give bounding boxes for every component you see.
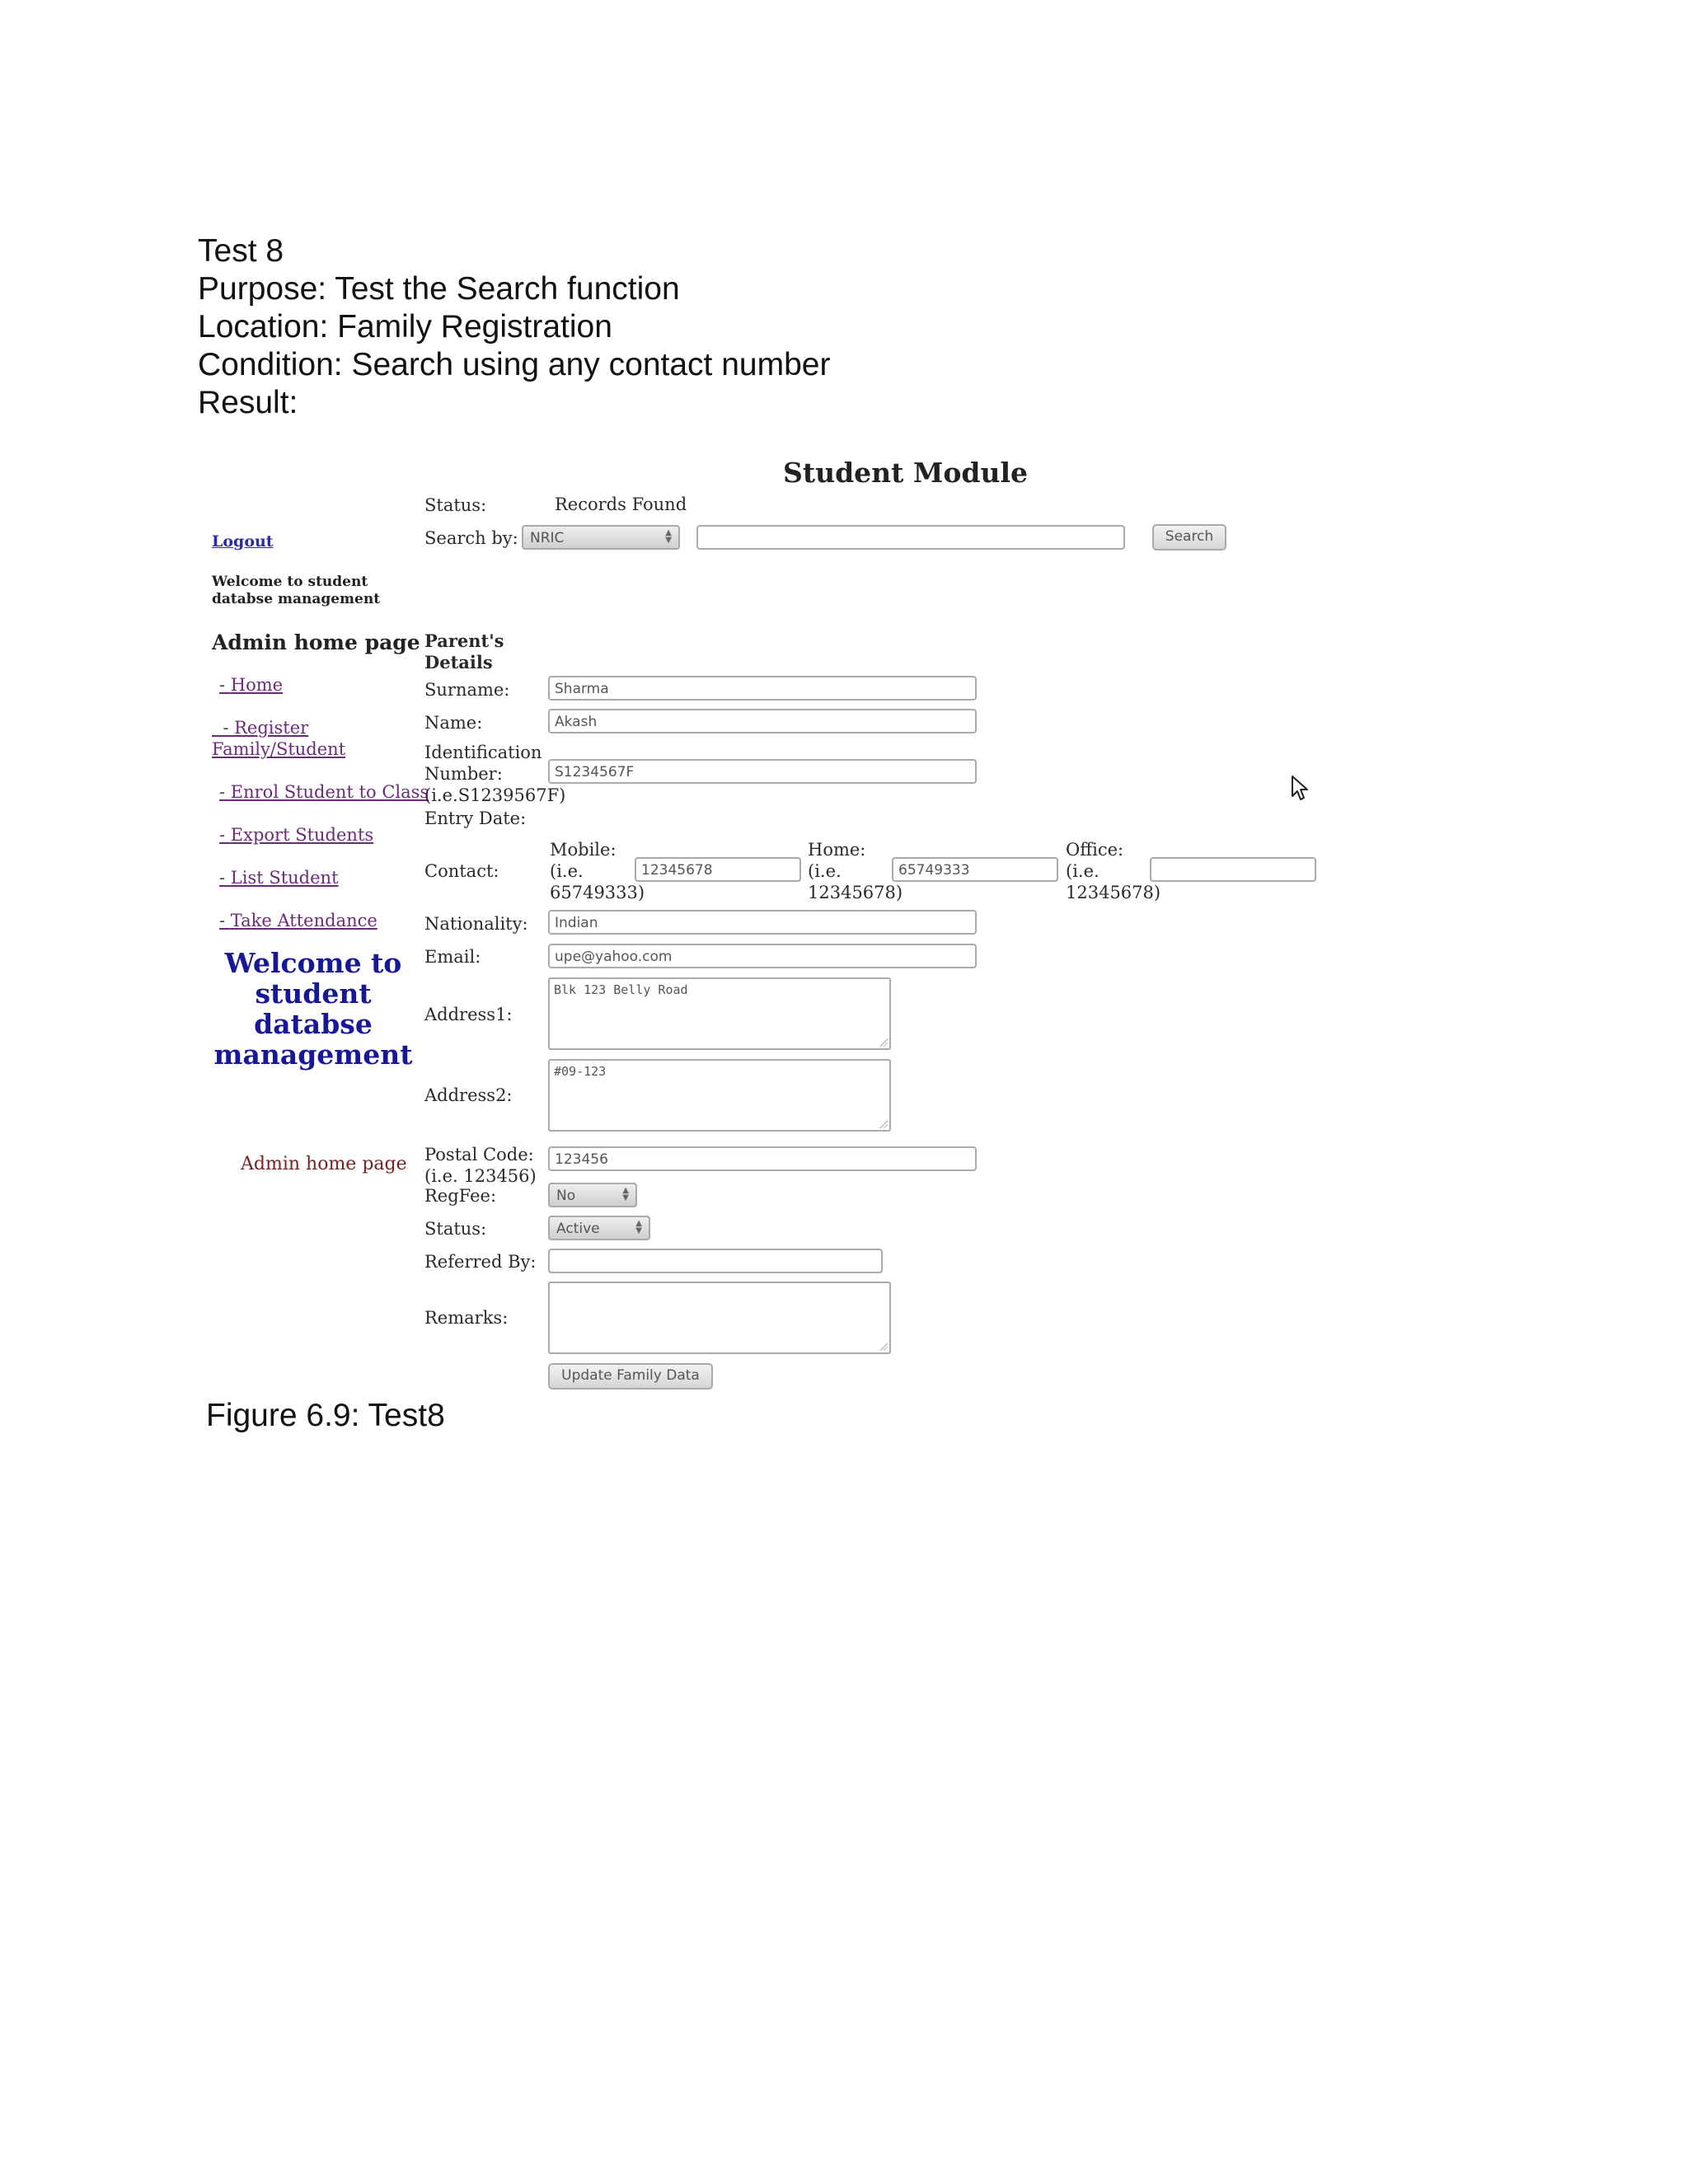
sidebar-item-enrol[interactable]: - Enrol Student to Class — [219, 782, 429, 802]
entry-date-label: Entry Date: — [424, 808, 527, 828]
status-select[interactable] — [548, 1216, 650, 1240]
regfee-select[interactable] — [548, 1183, 637, 1207]
select-value: Active — [556, 1221, 600, 1237]
postal-label: Postal Code: (i.e. 123456) — [424, 1145, 537, 1186]
update-family-button[interactable]: Update Family Data — [548, 1363, 713, 1390]
regfee-label: RegFee: — [424, 1186, 497, 1206]
remarks-textarea[interactable] — [548, 1282, 891, 1354]
address1-value: Blk 123 Belly Road — [554, 982, 688, 997]
sidebar-item-attendance[interactable]: - Take Attendance — [219, 911, 377, 930]
resize-grip-icon[interactable] — [879, 1120, 888, 1128]
office-label: Office: (i.e. 12345678) — [1066, 840, 1161, 902]
section-title: Parent's Details — [424, 630, 504, 673]
result-line: Result: — [198, 385, 298, 420]
address2-value: #09-123 — [554, 1064, 607, 1079]
address1-label: Address1: — [424, 1005, 513, 1024]
id-input[interactable]: S1234567F — [548, 759, 977, 784]
welcome-banner: Welcome to student databse management — [213, 947, 413, 1071]
referred-input[interactable] — [548, 1249, 883, 1273]
status-field-label: Status: — [424, 1219, 487, 1239]
sidebar-item-label: Register Family/Student — [212, 718, 346, 759]
surname-label: Surname: — [424, 680, 510, 700]
test-title: Test 8 — [198, 233, 284, 269]
home-input[interactable]: 65749333 — [892, 857, 1058, 882]
status-value: Records Found — [555, 494, 687, 514]
welcome-text-small: Welcome to student databse management — [212, 574, 381, 607]
resize-grip-icon[interactable] — [879, 1343, 888, 1351]
sidebar-item-list[interactable]: - List Student — [219, 868, 339, 888]
chevron-updown-icon: ▲ ▼ — [665, 528, 672, 545]
purpose-line: Purpose: Test the Search function — [198, 271, 680, 307]
location-line: Location: Family Registration — [198, 309, 612, 344]
home-label: Home: (i.e. 12345678) — [808, 840, 903, 902]
sidebar-item-label: Export Students — [230, 825, 374, 845]
sidebar-item-home[interactable]: - Home — [219, 675, 284, 695]
figure-caption: Figure 6.9: Test8 — [206, 1398, 445, 1433]
chevron-updown-icon: ▲ ▼ — [635, 1219, 642, 1235]
search-by-label: Search by: — [424, 528, 518, 548]
name-label: Name: — [424, 713, 483, 733]
email-label: Email: — [424, 947, 481, 967]
surname-input[interactable]: Sharma — [548, 676, 977, 701]
referred-label: Referred By: — [424, 1252, 537, 1272]
search-by-select[interactable] — [522, 525, 680, 550]
resize-grip-icon[interactable] — [879, 1038, 888, 1047]
address1-textarea[interactable] — [548, 977, 891, 1050]
sidebar-item-export[interactable]: - Export Students — [219, 825, 374, 845]
nationality-input[interactable]: Indian — [548, 910, 977, 935]
sidebar-item-register[interactable]: - Register Family/Student — [212, 718, 346, 759]
mobile-label: Mobile: (i.e. 65749333) — [550, 840, 645, 902]
sidebar-item-label: Home — [230, 675, 284, 695]
admin-home-footer-link[interactable]: Admin home page — [241, 1154, 407, 1174]
sidebar-title: Admin home page — [212, 630, 420, 654]
select-value: NRIC — [530, 530, 565, 546]
address2-textarea[interactable] — [548, 1059, 891, 1132]
chevron-updown-icon: ▲ ▼ — [622, 1186, 629, 1202]
id-label: Identification Number: (i.e.S1239567F) — [424, 743, 566, 805]
sidebar-item-label: Take Attendance — [230, 911, 377, 930]
email-input[interactable]: upe@yahoo.com — [548, 944, 977, 968]
document-header — [198, 232, 830, 422]
postal-input[interactable]: 123456 — [548, 1146, 977, 1171]
logout-link[interactable]: Logout — [212, 532, 274, 551]
sidebar-item-label: Enrol Student to Class — [230, 782, 429, 802]
mouse-cursor-icon — [1291, 775, 1309, 803]
mobile-input[interactable]: 12345678 — [635, 857, 801, 882]
sidebar-item-label: List Student — [230, 868, 339, 888]
search-button[interactable]: Search — [1152, 524, 1226, 551]
contact-label: Contact: — [424, 861, 499, 881]
nationality-label: Nationality: — [424, 914, 528, 934]
status-label: Status: — [424, 495, 487, 515]
page-title: Student Module — [783, 457, 1028, 489]
remarks-label: Remarks: — [424, 1308, 509, 1328]
select-value: No — [556, 1188, 576, 1204]
screenshot — [198, 453, 1352, 1401]
name-input[interactable]: Akash — [548, 709, 977, 733]
office-input[interactable] — [1150, 857, 1316, 882]
address2-label: Address2: — [424, 1085, 513, 1105]
search-input[interactable] — [696, 525, 1125, 550]
condition-line: Condition: Search using any contact number — [198, 347, 831, 382]
